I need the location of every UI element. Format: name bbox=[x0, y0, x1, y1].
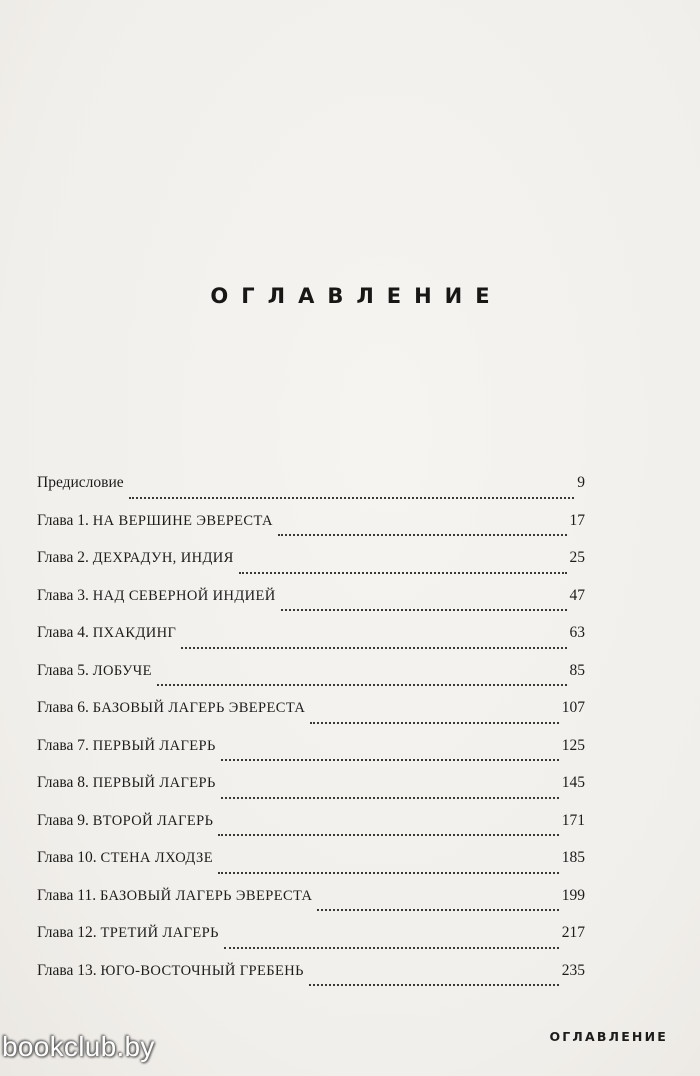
toc-entry-label bbox=[37, 849, 213, 867]
toc-chapter-title: НАД СЕВЕРНОЙ ИНДИЕЙ bbox=[92, 587, 276, 604]
toc-dot-leader bbox=[218, 871, 559, 874]
running-footer: ОГЛАВЛЕНИЕ bbox=[549, 1029, 668, 1044]
toc-chapter-number: Глава 1. bbox=[37, 511, 89, 529]
toc-dot-leader bbox=[218, 833, 558, 836]
toc-page-number: 25 bbox=[569, 549, 585, 566]
toc-dot-leader bbox=[239, 571, 567, 574]
toc-chapter-number: Глава 4. bbox=[37, 624, 89, 641]
toc-page-number: 85 bbox=[569, 661, 585, 679]
toc-chapter-title: ЮГО-ВОСТОЧНЫЙ ГРЕБЕНЬ bbox=[100, 962, 304, 979]
toc-page-number: 145 bbox=[561, 774, 585, 791]
toc-dot-leader bbox=[309, 983, 559, 986]
toc-entry-label bbox=[37, 887, 312, 905]
toc-page-number: 185 bbox=[561, 849, 585, 866]
toc-dot-leader bbox=[221, 758, 559, 761]
toc-chapter-title: ЛОБУЧЕ bbox=[92, 662, 152, 679]
toc-entry-label bbox=[37, 549, 234, 567]
toc-page-number: 125 bbox=[561, 736, 585, 754]
toc-chapter-number: Глава 2. bbox=[37, 549, 89, 566]
toc-chapter-title: ВТОРОЙ ЛАГЕРЬ bbox=[92, 812, 214, 829]
toc-entry-label bbox=[37, 587, 276, 605]
toc-entry bbox=[37, 887, 585, 925]
toc-chapter-number: Глава 6. bbox=[37, 699, 89, 716]
toc-entry bbox=[37, 662, 585, 700]
toc-dot-leader bbox=[224, 946, 559, 949]
toc-entry bbox=[37, 474, 585, 512]
toc-chapter-title: ПЕРВЫЙ ЛАГЕРЬ bbox=[92, 775, 216, 791]
toc-entry-label bbox=[37, 924, 219, 942]
toc-page-number: 47 bbox=[569, 586, 585, 604]
toc-chapter-title: БАЗОВЫЙ ЛАГЕРЬ ЭВЕРЕСТА bbox=[99, 887, 313, 904]
toc-entry bbox=[37, 774, 585, 812]
toc-entry bbox=[37, 849, 585, 887]
toc-entry-label bbox=[37, 512, 273, 530]
watermark-logo: bookclub.by bbox=[2, 1031, 155, 1062]
toc-entry bbox=[37, 587, 585, 625]
toc-entry bbox=[37, 699, 585, 737]
toc-entry-label bbox=[37, 474, 124, 492]
toc-chapter-title: СТЕНА ЛХОДЗЕ bbox=[100, 850, 213, 866]
toc-page-number: 217 bbox=[561, 924, 585, 941]
toc-entry-label bbox=[37, 812, 213, 830]
toc-entry bbox=[37, 924, 585, 962]
toc-chapter-number: Глава 8. bbox=[37, 774, 89, 791]
toc-dot-leader bbox=[310, 721, 559, 724]
toc-page-number: 199 bbox=[561, 886, 585, 904]
toc-entry bbox=[37, 512, 585, 550]
toc-chapter-number: Глава 11. bbox=[37, 886, 97, 904]
toc-entry bbox=[37, 812, 585, 850]
toc-page-number: 17 bbox=[569, 511, 585, 529]
toc-entry-label bbox=[37, 699, 305, 717]
toc-chapter-number: Глава 13. bbox=[37, 961, 97, 979]
toc-entry-label bbox=[37, 962, 304, 980]
toc-dot-leader bbox=[157, 683, 567, 686]
toc-chapter-title: ПХАКДИНГ bbox=[92, 625, 177, 641]
toc-dot-leader bbox=[129, 496, 575, 499]
toc-chapter-number: Глава 3. bbox=[37, 586, 89, 604]
toc-page-number: 63 bbox=[569, 624, 585, 641]
toc-page-number: 171 bbox=[561, 811, 585, 829]
toc-dot-leader bbox=[281, 608, 567, 611]
toc-dot-leader bbox=[181, 646, 566, 649]
toc-chapter-title: БАЗОВЫЙ ЛАГЕРЬ ЭВЕРЕСТА bbox=[92, 700, 306, 716]
toc-chapter-number: Глава 12. bbox=[37, 924, 97, 941]
table-of-contents bbox=[37, 474, 585, 999]
toc-chapter-number: Глава 7. bbox=[37, 736, 89, 754]
toc-chapter-title: ТРЕТИЙ ЛАГЕРЬ bbox=[100, 925, 219, 941]
toc-dot-leader bbox=[221, 796, 559, 799]
toc-dot-leader bbox=[317, 908, 558, 911]
toc-entry bbox=[37, 549, 585, 587]
page-title: ОГЛАВЛЕНИЕ bbox=[210, 284, 503, 308]
toc-chapter-title: ДЕХРАДУН, ИНДИЯ bbox=[92, 550, 234, 566]
toc-entry-label bbox=[37, 774, 216, 792]
toc-page-number: 107 bbox=[561, 699, 585, 716]
toc-dot-leader bbox=[278, 533, 567, 536]
toc-entry-label bbox=[37, 624, 176, 642]
toc-entry bbox=[37, 737, 585, 775]
toc-chapter-number: Глава 10. bbox=[37, 849, 97, 866]
toc-chapter-title: НА ВЕРШИНЕ ЭВЕРЕСТА bbox=[92, 512, 273, 529]
toc-chapter-number: Глава 9. bbox=[37, 811, 89, 829]
toc-entry-label bbox=[37, 737, 216, 755]
toc-page-number: 235 bbox=[561, 961, 585, 979]
toc-chapter-number: Предисловие bbox=[37, 474, 124, 491]
toc-entry bbox=[37, 624, 585, 662]
toc-chapter-title: ПЕРВЫЙ ЛАГЕРЬ bbox=[92, 737, 216, 754]
toc-chapter-number: Глава 5. bbox=[37, 661, 89, 679]
toc-entry-label bbox=[37, 662, 152, 680]
toc-page-number: 9 bbox=[577, 474, 585, 491]
toc-entry bbox=[37, 962, 585, 1000]
